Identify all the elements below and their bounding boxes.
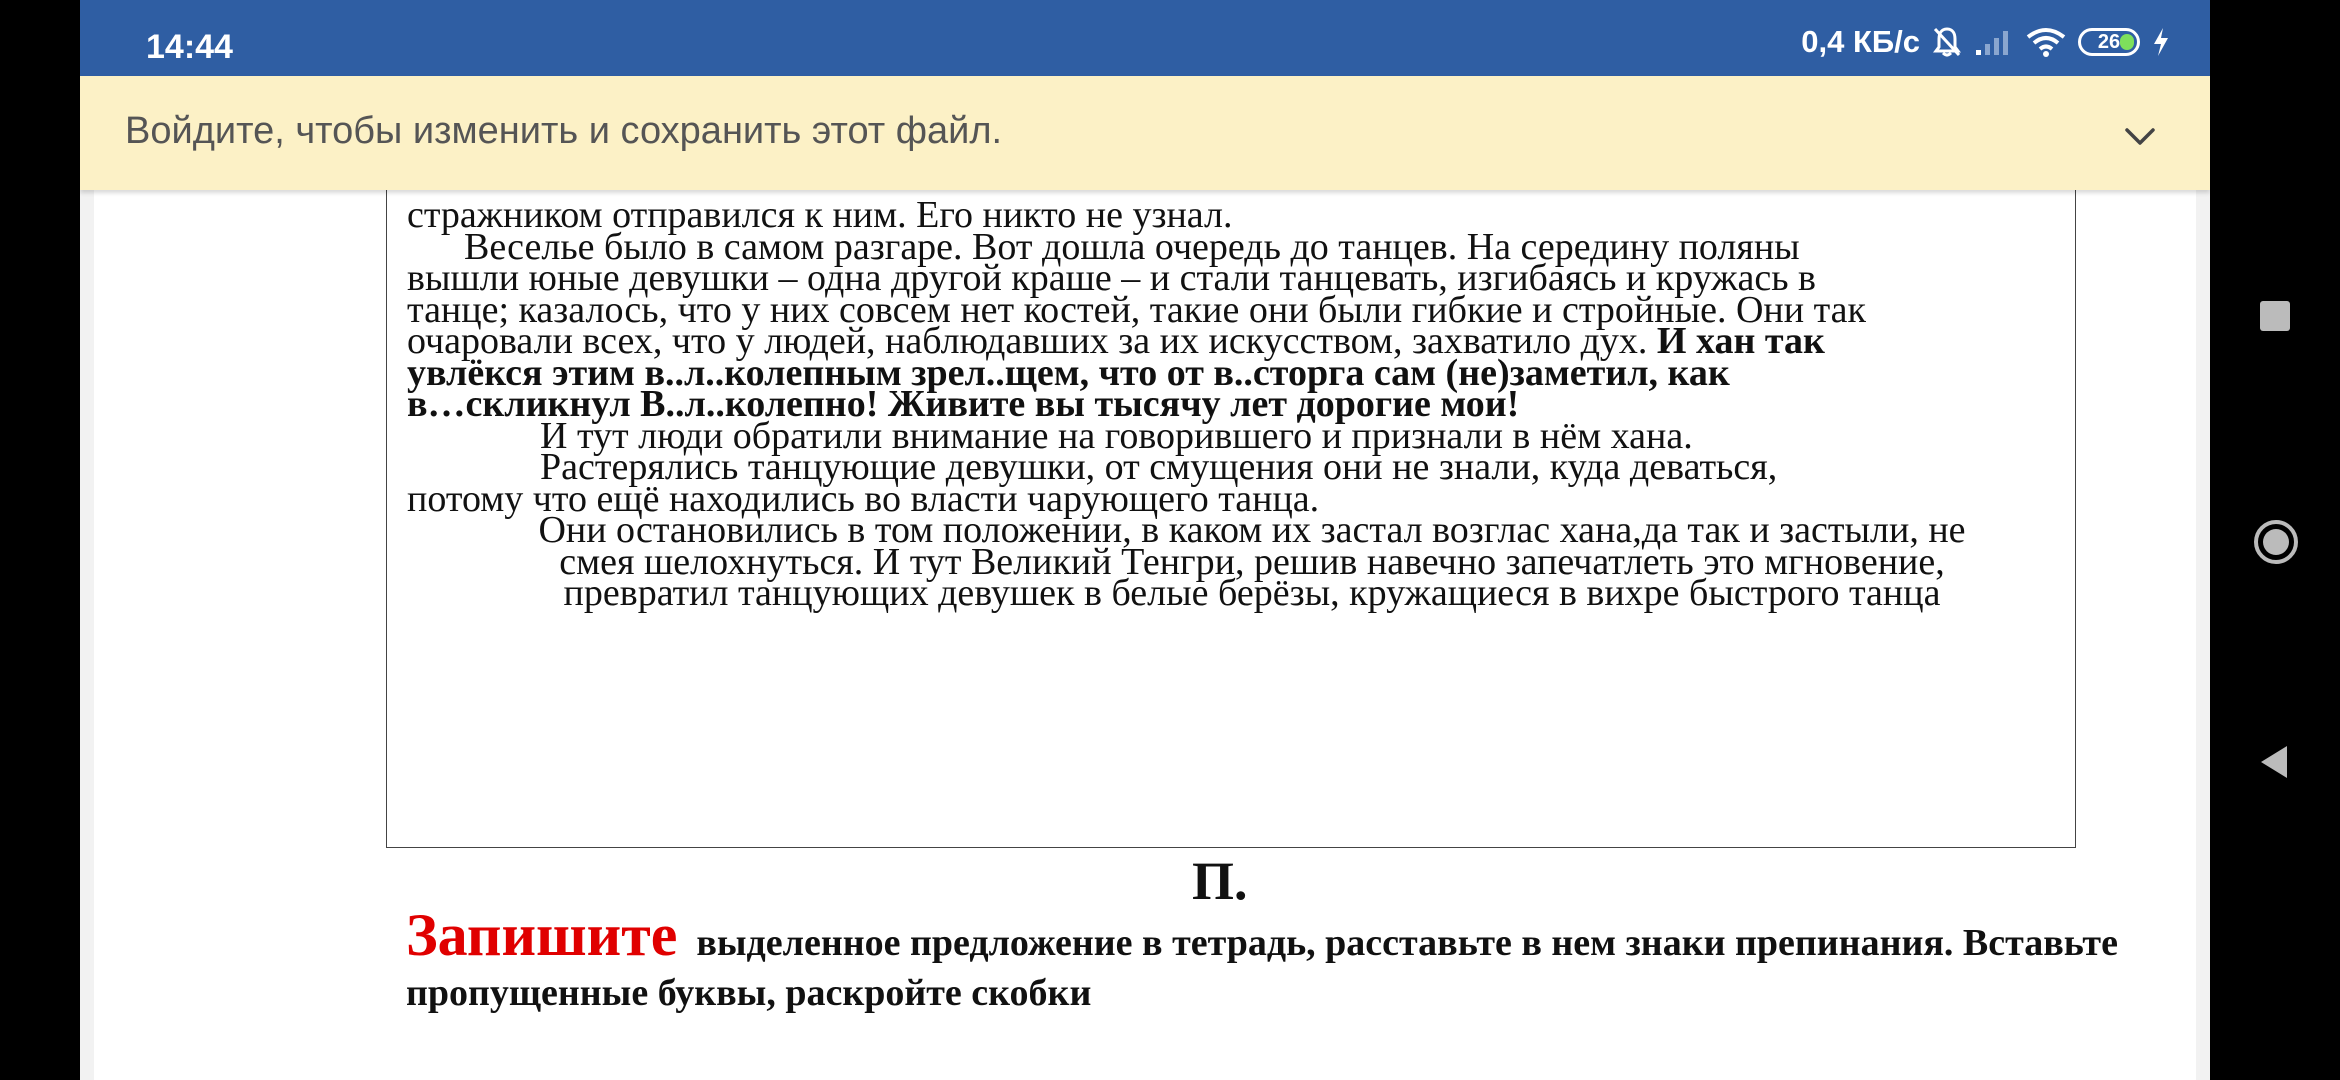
highlighted-sentence: И хан так [1656,320,1825,362]
wifi-icon [2026,27,2066,57]
signal-icon [1974,28,2014,56]
line-text: смея шелохнуться. И тут Великий Тенгри, решив навечно запечатлеть это мгновение, [559,540,1945,583]
line-text: Растерялись танцующие девушки, от смущения они не знали, куда деваться, [407,446,1778,488]
back-button[interactable] [2255,742,2295,782]
charging-icon [2152,27,2170,57]
document-page [94,190,2196,1080]
status-bar [80,0,2210,76]
task-paragraph [406,902,2156,1018]
battery-level: 26 [2097,30,2121,53]
home-button[interactable] [2252,518,2300,566]
section-heading: П. [1192,851,1248,911]
status-time: 14:44 [146,28,233,66]
line-text: вышли юные девушки – одна другой краше – и стали танцевать, изгибаясь и кружась в [407,257,1816,299]
highlighted-sentence: увлёкся этим в..л..колепным зрел..щем, что от в..сторга сам (не)заметил, как [407,351,1730,394]
line-text: Они остановились в том положении, в каком их застал возглас хана,да так и застыли, не [538,509,1966,551]
text-line [387,570,2077,616]
app-window [80,0,2210,1080]
task-text: выделенное предложение в тетрадь, расставьте в нем знаки препинания. Вставьте пропущенные буквы, раскройте скобки [406,922,2118,1014]
network-speed: 0,4 КБ/с [1801,24,1920,59]
line-text: превратил танцующих девушек в белые берёзы, кружащиеся в вихре быстрого танца [563,572,1941,614]
recents-button[interactable] [2255,296,2295,336]
line-text: стражником отправился к ним. Его никто не узнал. [407,194,1233,236]
line-text: Веселье было в самом разгаре. Вот дошла очередь до танцев. На середину поляны [407,225,1800,268]
line-text: танце; казалось, что у них совсем нет костей, такие они были гибкие и стройные. Они так [407,288,1866,331]
line-text: очаровали всех, что у людей, наблюдавших за их искусством, захватило дух. [407,320,1657,362]
bell-off-icon [1932,26,1962,58]
battery-icon [2078,28,2140,56]
text-box [386,190,2076,848]
chevron-down-icon[interactable] [2122,118,2158,154]
login-banner[interactable] [80,76,2210,190]
line-text: потому что ещё находились во власти чарующего танца. [407,477,1320,520]
line-text: И тут люди обратили внимание на говорившего и признали в нём хана. [407,414,1693,457]
banner-text: Войдите, чтобы изменить и сохранить этот файл. [125,110,1003,152]
navigation-bar [2210,0,2340,1080]
status-icons [1801,22,2170,62]
highlighted-sentence: в…скликнул В..л..колепно! Живите вы тысячу лет дорогие мои! [407,383,1520,425]
task-keyword: Запишите [406,902,678,968]
